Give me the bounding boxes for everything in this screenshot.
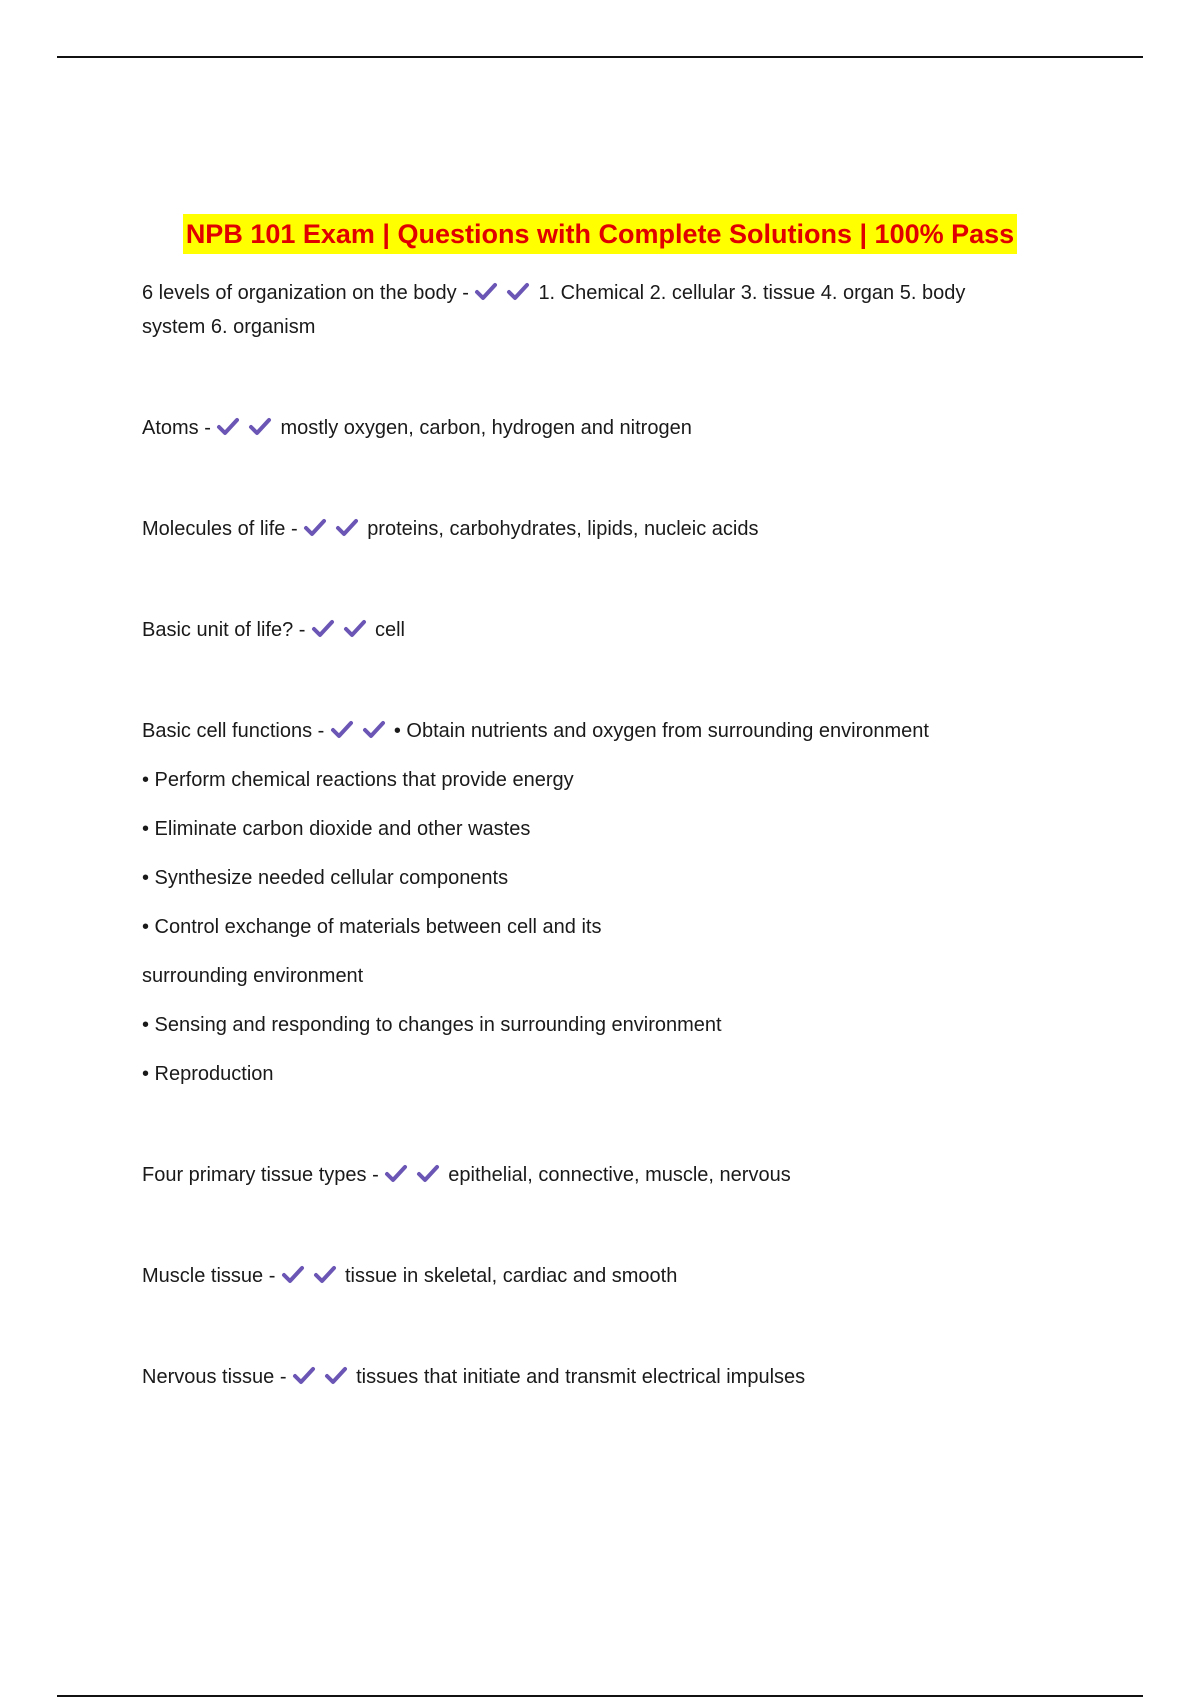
bullet-line: • Perform chemical reactions that provide energy	[142, 769, 574, 791]
qa-item	[142, 512, 1042, 546]
check-icon	[311, 619, 335, 639]
check-icon	[324, 1366, 348, 1386]
check-icon	[416, 1164, 440, 1184]
check-icon	[343, 619, 367, 639]
check-icon	[362, 720, 386, 740]
qa-item	[142, 714, 1042, 1091]
qa-term: Molecules of life -	[142, 518, 298, 540]
qa-item	[142, 411, 1042, 445]
qa-answer: cell	[374, 619, 405, 641]
top-rule	[57, 56, 1143, 58]
bottom-rule	[57, 1695, 1143, 1697]
qa-item	[142, 1259, 1042, 1293]
qa-answer: 1. Chemical 2. cellular 3. tissue 4. organ 5. body system 6. organism	[142, 282, 966, 338]
check-icon	[335, 518, 359, 538]
bullet-line: • Sensing and responding to changes in surrounding environment	[142, 1014, 722, 1036]
check-icon	[506, 282, 530, 302]
continuation-line: surrounding environment	[142, 965, 364, 987]
qa-term: 6 levels of organization on the body -	[142, 282, 469, 304]
qa-term: Four primary tissue types -	[142, 1164, 379, 1186]
check-icon	[216, 417, 240, 437]
bullet-line: • Eliminate carbon dioxide and other wastes	[142, 818, 531, 840]
title-container	[0, 214, 1200, 254]
bullet-line: • Reproduction	[142, 1063, 274, 1085]
qa-answer: epithelial, connective, muscle, nervous	[448, 1164, 791, 1186]
bullet-line: • Synthesize needed cellular components	[142, 867, 509, 889]
qa-term: Basic unit of life? -	[142, 619, 306, 641]
qa-term: Basic cell functions -	[142, 720, 325, 742]
qa-answer: tissues that initiate and transmit electrical impulses	[356, 1366, 806, 1388]
qa-answer: mostly oxygen, carbon, hydrogen and nitrogen	[280, 417, 692, 439]
qa-answer: tissue in skeletal, cardiac and smooth	[344, 1265, 678, 1287]
check-icon	[292, 1366, 316, 1386]
check-icon	[303, 518, 327, 538]
qa-item	[142, 613, 1042, 647]
bullet-line: • Control exchange of materials between cell and its	[142, 916, 602, 938]
check-icon	[313, 1265, 337, 1285]
check-icon	[474, 282, 498, 302]
check-icon	[281, 1265, 305, 1285]
qa-answer: proteins, carbohydrates, lipids, nucleic acids	[367, 518, 759, 540]
qa-item	[142, 1360, 1042, 1394]
qa-item	[142, 276, 1022, 344]
check-icon	[330, 720, 354, 740]
qa-list	[142, 276, 1042, 1394]
qa-item	[142, 1158, 1042, 1192]
check-icon	[384, 1164, 408, 1184]
qa-term: Nervous tissue -	[142, 1366, 287, 1388]
check-icon	[248, 417, 272, 437]
document-title: NPB 101 Exam | Questions with Complete Solutions | 100% Pass	[183, 214, 1017, 254]
qa-term: Atoms -	[142, 417, 211, 439]
qa-term: Muscle tissue -	[142, 1265, 276, 1287]
qa-answer: • Obtain nutrients and oxygen from surrounding environment	[393, 720, 929, 742]
